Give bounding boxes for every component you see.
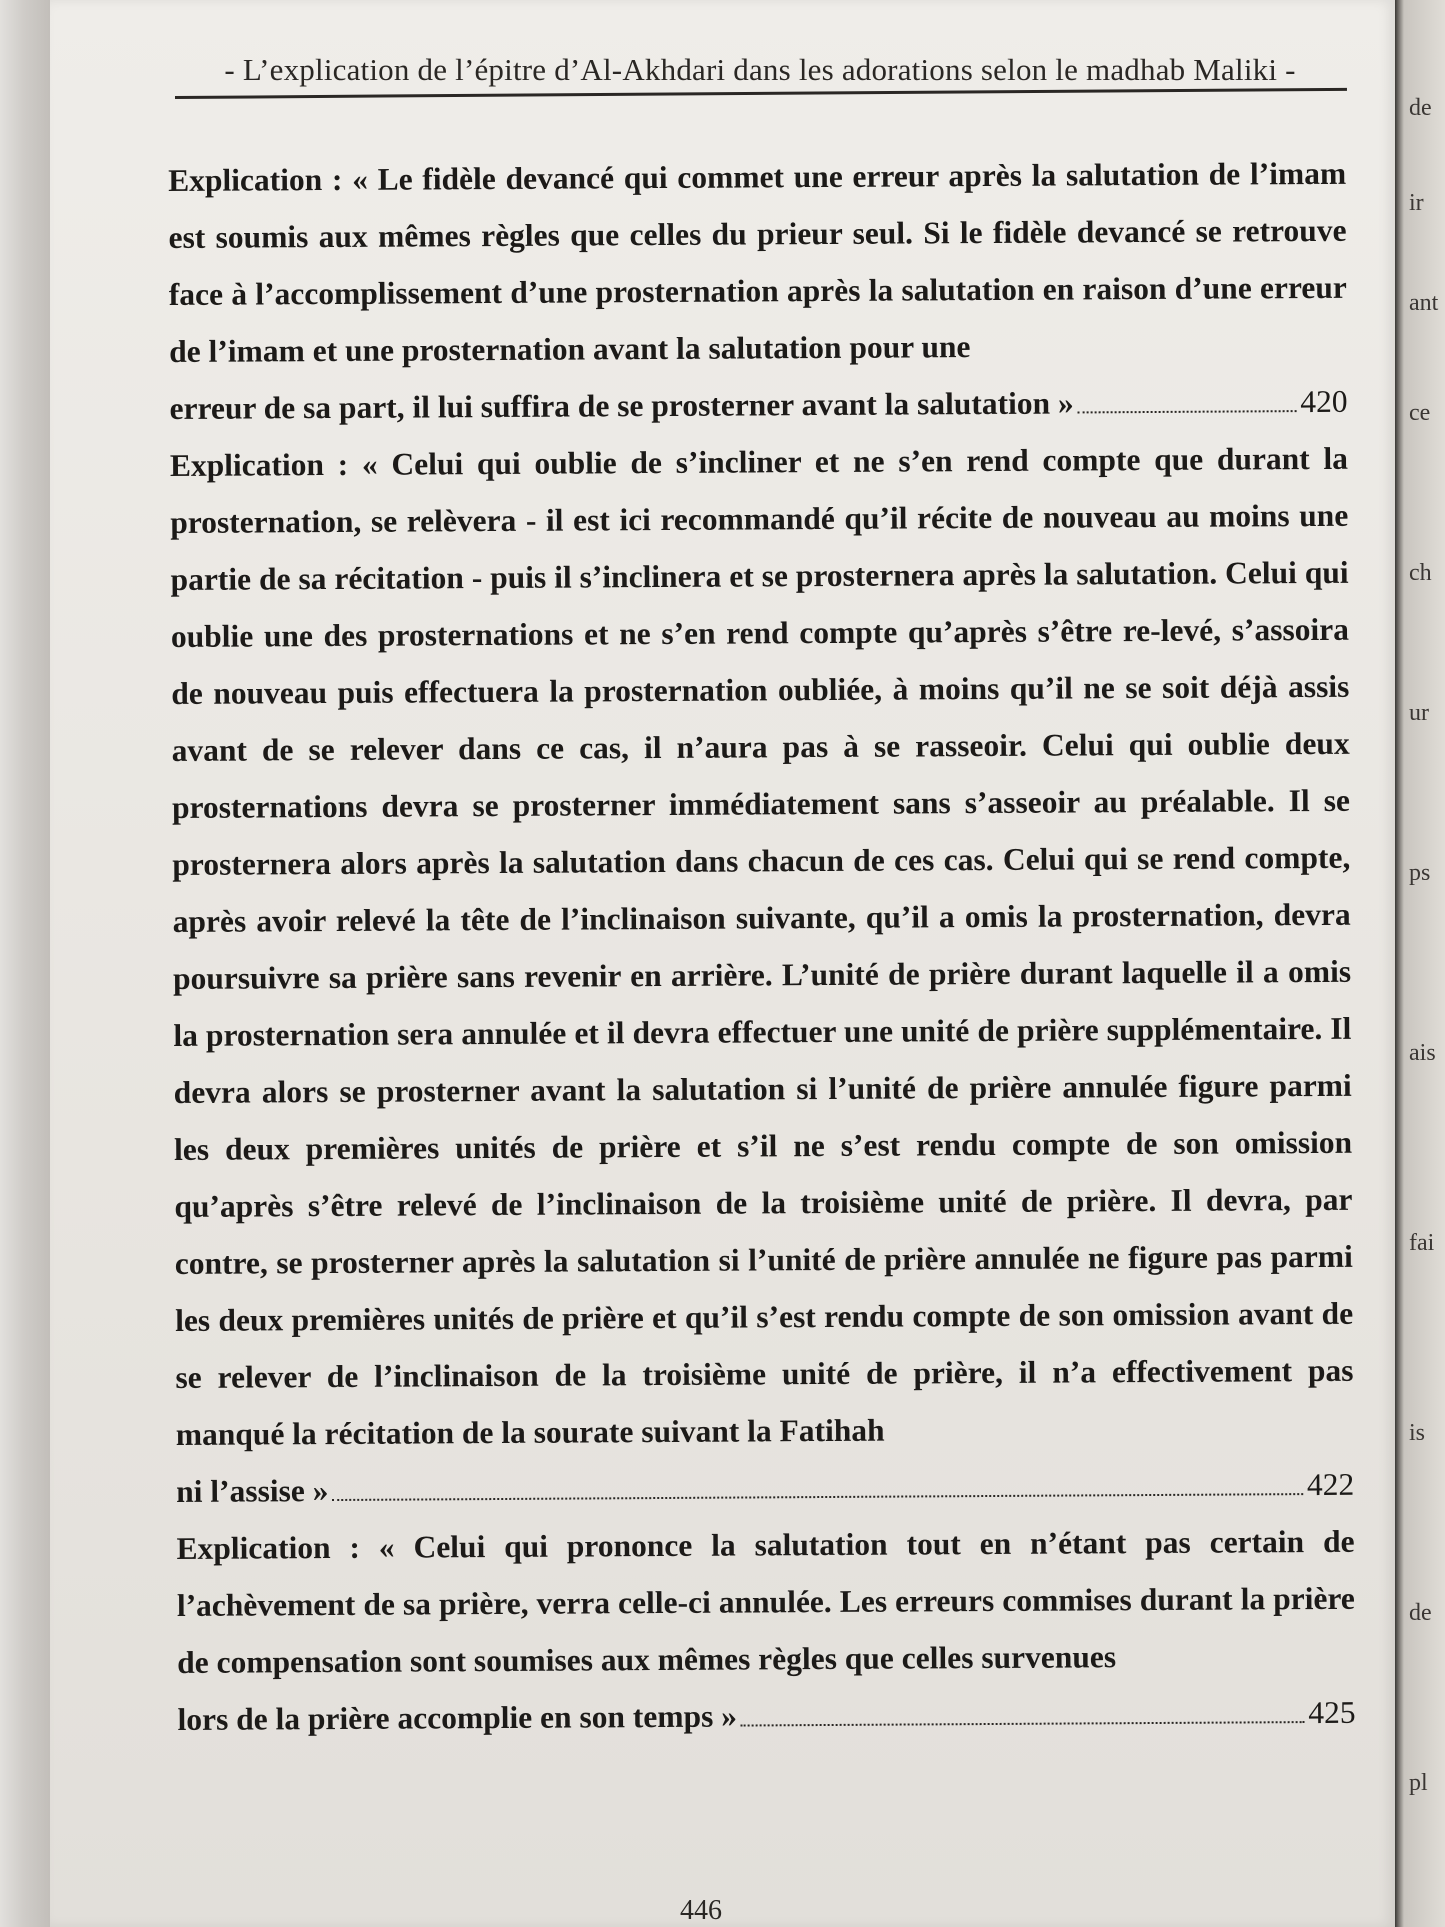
entry-last-line: ni l’assise » — [176, 1473, 329, 1509]
entry-leader-line — [176, 1456, 1354, 1520]
entry-text: « Celui qui oublie de s’incliner et ne s’en rend compte que durant la prosternation, se relèvera - il est ici recommandé qu’il récite de nouveau au moins une partie de sa récitation - puis il s’inclinera et se prosternera après la salutation. Celui qui oublie une des prosternations et ne s’en rend compte qu’après s’être re-levé, s’assoira de nouveau puis effectuera la prosternation oubliée, à moins qu’il ne se soit déjà assis avant de se relever dans ce cas, il n’aura pas à se rasseoir. Celui qui oublie deux prosternations devra se prosterner immédiatement sans s’asseoir au préalable. Il se prosternera alors après la salutation dans chacun de ces cas. Celui qui se rend compte, après avoir relevé la tête de l’inclinaison suivante, qu’il a omis la prosternation, devra poursuivre sa prière sans revenir en arrière. L’unité de prière durant laquelle il a omis la prosternation sera annulée et il devra effectuer une unité de prière supplémentaire. Il devra alors se prosterner avant la salutation si l’unité de prière annulée figure parmi les deux premières unités de prière et s’il ne s’est rendu compte de son omission qu’après s’être relevé de l’inclinaison de la troisième unité de prière. Il devra, par contre, se prosterner après la salutation si l’unité de prière annulée ne figure pas parmi les deux premières unités de prière et qu’il s’est rendu compte de son omission avant de se relever de l’inclinaison de la troisième unité de prière, il n’a effectivement pas manqué la récitation de la sourate suivant la Fatihah — [170, 440, 1354, 1452]
entry-text: « Celui qui prononce la salutation tout en n’étant pas certain de l’achèvement de sa prière, verra celle-ci annulée. Les erreurs commises durant la prière de compensation sont soumises aux mêmes règles que celles survenues — [176, 1523, 1355, 1680]
entry-leader-line — [169, 373, 1347, 437]
entry-last-line: lors de la prière accomplie en son temps » — [177, 1698, 738, 1737]
entry-label: Explication : — [169, 446, 349, 483]
running-header: - L’explication de l’épitre d’Al-Akhdari dans les adorations selon le madhab Maliki - — [224, 52, 1296, 87]
entry-last-line: erreur de sa part, il lui suffira de se prosterner avant la salutation » — [169, 385, 1074, 426]
toc-entry — [168, 145, 1348, 437]
entry-leader-line — [177, 1684, 1355, 1748]
table-of-contents-text — [168, 145, 1356, 1748]
adjacent-page-fragment: ir — [1409, 190, 1424, 216]
toc-entry — [176, 1513, 1355, 1748]
adjacent-page-fragment: ur — [1409, 700, 1429, 726]
adjacent-page-fragment: ais — [1409, 1040, 1436, 1066]
entry-label: Explication : — [176, 1529, 361, 1566]
dot-leader — [333, 1492, 1303, 1501]
adjacent-page-edge — [1395, 0, 1445, 1927]
adjacent-page-fragment: is — [1409, 1420, 1426, 1446]
page-number: 446 — [680, 1895, 722, 1926]
toc-entry — [170, 430, 1355, 1520]
adjacent-page-fragment: de — [1409, 1600, 1432, 1626]
entry-label: Explication : — [168, 161, 343, 198]
adjacent-page-fragment: ant — [1409, 290, 1439, 316]
adjacent-page-fragment: fai — [1409, 1230, 1435, 1256]
entry-page-ref: 425 — [1308, 1694, 1356, 1731]
adjacent-page-fragment: ps — [1409, 860, 1431, 886]
adjacent-page-fragment: ch — [1409, 560, 1432, 586]
adjacent-page-fragment: pl — [1409, 1770, 1428, 1796]
dot-leader — [741, 1720, 1304, 1726]
entry-page-ref: 422 — [1306, 1466, 1355, 1503]
entry-text: « Le fidèle devancé qui commet une erreur après la salutation de l’imam est soumis aux mêmes règles que celles du prieur seul. Si le fidèle devancé se retrouve face à l’accomplissement d’une prosternation après la salutation en raison d’une erreur de l’imam et une prosternation avant la salutation pour une — [168, 155, 1347, 369]
entry-page-ref: 420 — [1300, 383, 1348, 420]
adjacent-page-fragment: de — [1409, 95, 1432, 121]
dot-leader — [1078, 409, 1297, 413]
adjacent-page-fragment: ce — [1409, 400, 1431, 426]
